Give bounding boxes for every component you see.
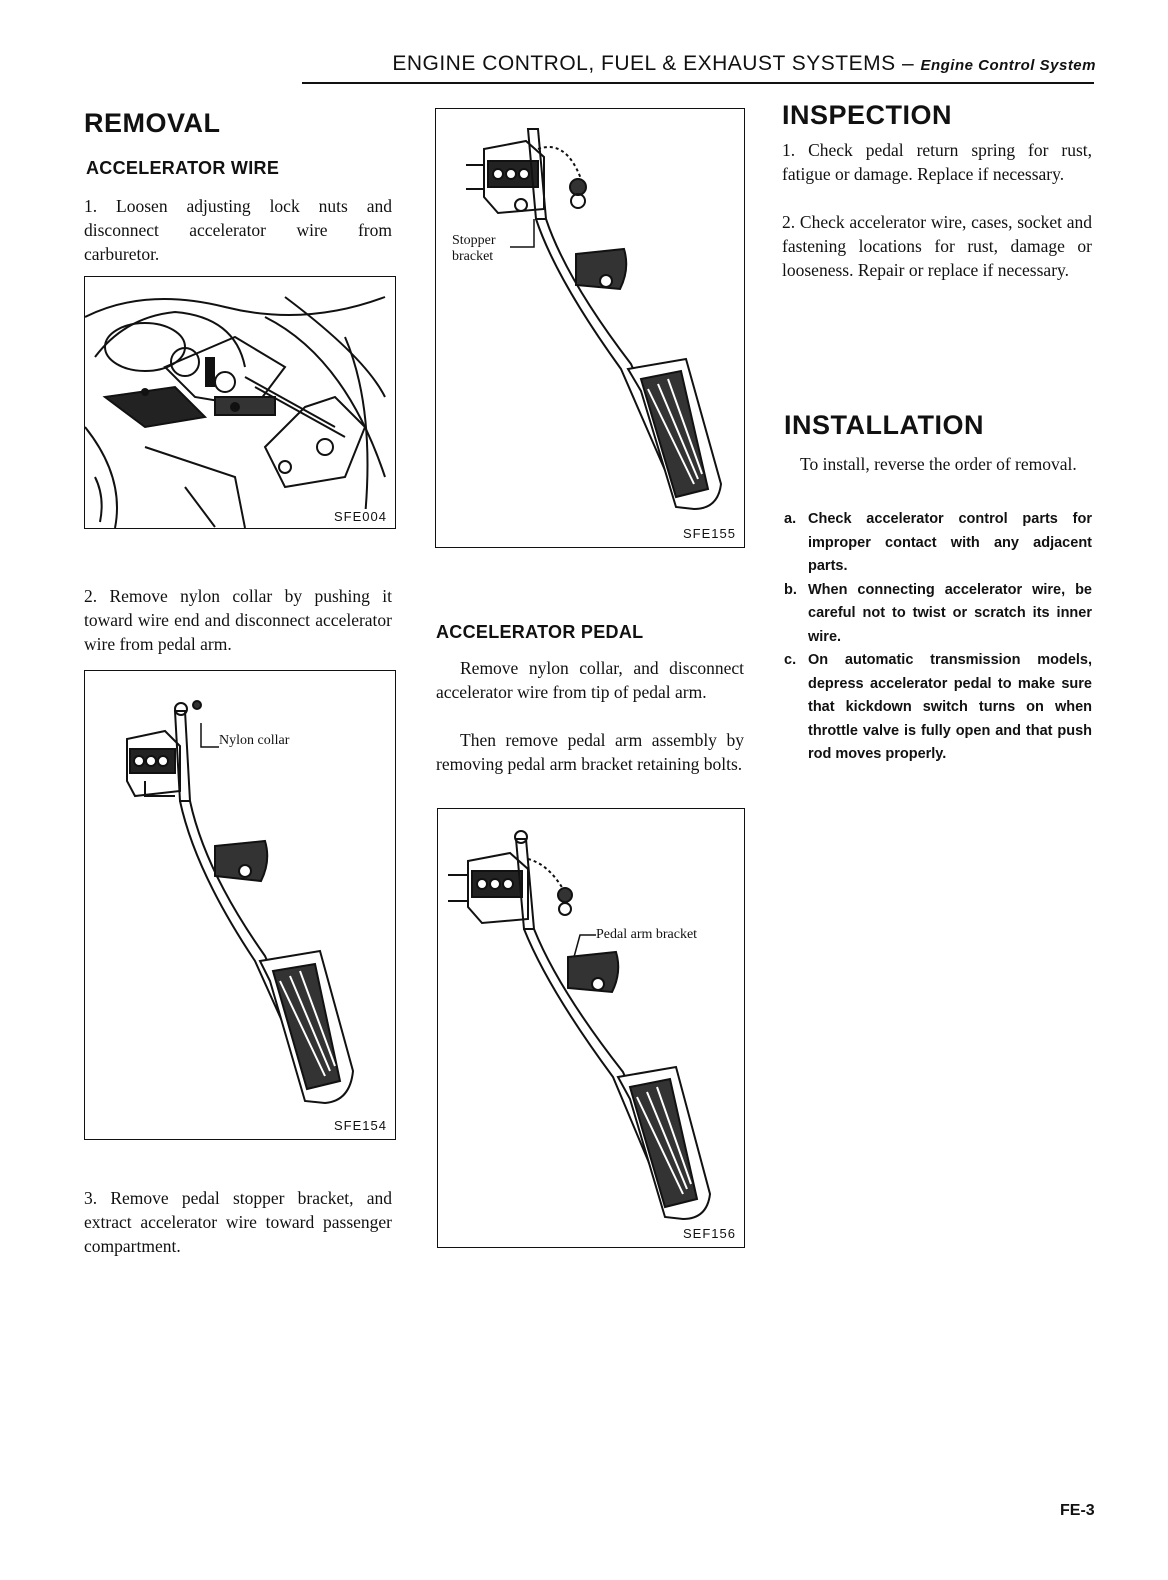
label-pedal-arm-bracket: Pedal arm bracket — [596, 927, 698, 942]
carburetor-illustration — [85, 277, 395, 528]
label-stopper-line-2: bracket — [452, 249, 494, 264]
installation-intro: To install, reverse the order of removal. — [800, 454, 1077, 474]
removal-step-2: 2. Remove nylon collar by pushing it toward wire end and disconnect accelerator wire from pedal arm. — [84, 586, 392, 654]
figure-sfe155 — [435, 108, 745, 548]
leader-line-stopper-bracket — [508, 217, 538, 253]
item-text: On automatic transmission models, depress accelerator pedal to make sure that kickdown switch turns on when throttle valve is fully open and that push rod moves properly. — [808, 652, 1092, 762]
installation-list — [784, 508, 1092, 767]
installation-item-a — [784, 508, 1092, 579]
figure-code-sfe154: SFE154 — [334, 1118, 387, 1133]
installation-item-c — [784, 649, 1092, 767]
label-stopper-line-1: Stopper — [452, 233, 496, 248]
removal-step-3: 3. Remove pedal stopper bracket, and extract accelerator wire toward passenger compartment. — [84, 1188, 392, 1256]
figure-sfe154 — [84, 670, 396, 1140]
label-stopper-bracket — [452, 233, 496, 265]
accelerator-pedal-heading: ACCELERATOR PEDAL — [436, 622, 644, 642]
figure-code-sef156: SEF156 — [683, 1226, 736, 1241]
accelerator-pedal-para-2: Then remove pedal arm assembly by removing pedal arm bracket retaining bolts. — [436, 730, 744, 774]
removal-heading: REMOVAL — [84, 108, 221, 138]
leader-line-nylon-collar — [199, 721, 221, 751]
page-number: FE-3 — [1060, 1502, 1095, 1519]
pedal-stopper-bracket-illustration — [436, 109, 744, 547]
header-dash: – — [895, 52, 921, 75]
page-header — [300, 52, 1096, 76]
header-title: ENGINE CONTROL, FUEL & EXHAUST SYSTEMS — [392, 52, 896, 75]
label-nylon-collar: Nylon collar — [219, 733, 290, 748]
removal-step-1: 1. Loosen adjusting lock nuts and disconnect accelerator wire from carburetor. — [84, 196, 392, 264]
figure-sfe004 — [84, 276, 396, 529]
item-text: When connecting accelerator wire, be careful not to twist or scratch its inner wire. — [808, 581, 1092, 645]
inspection-step-2: 2. Check accelerator wire, cases, socket and fastening locations for rust, damage or looseness. Repair or replace if necessary. — [782, 212, 1092, 280]
figure-code-sfe155: SFE155 — [683, 526, 736, 541]
inspection-step-1: 1. Check pedal return spring for rust, fatigue or damage. Replace if necessary. — [782, 140, 1092, 184]
accelerator-pedal-para-1: Remove nylon collar, and disconnect accelerator wire from tip of pedal arm. — [436, 658, 744, 702]
item-text: Check accelerator control parts for improper contact with any adjacent parts. — [808, 511, 1092, 574]
inspection-heading: INSPECTION — [782, 100, 953, 130]
leader-line-pedal-arm-bracket — [572, 933, 598, 961]
header-subtitle: Engine Control System — [920, 57, 1096, 74]
figure-code-sfe004: SFE004 — [334, 509, 387, 524]
pedal-arm-bracket-illustration — [438, 809, 744, 1247]
installation-item-b — [784, 579, 1092, 650]
accelerator-wire-heading: ACCELERATOR WIRE — [86, 158, 280, 178]
item-letter: b. — [784, 581, 797, 598]
header-rule — [302, 82, 1094, 84]
item-letter: c. — [784, 652, 797, 668]
installation-heading: INSTALLATION — [784, 410, 984, 440]
figure-sef156 — [437, 808, 745, 1248]
item-letter: a. — [784, 511, 797, 527]
